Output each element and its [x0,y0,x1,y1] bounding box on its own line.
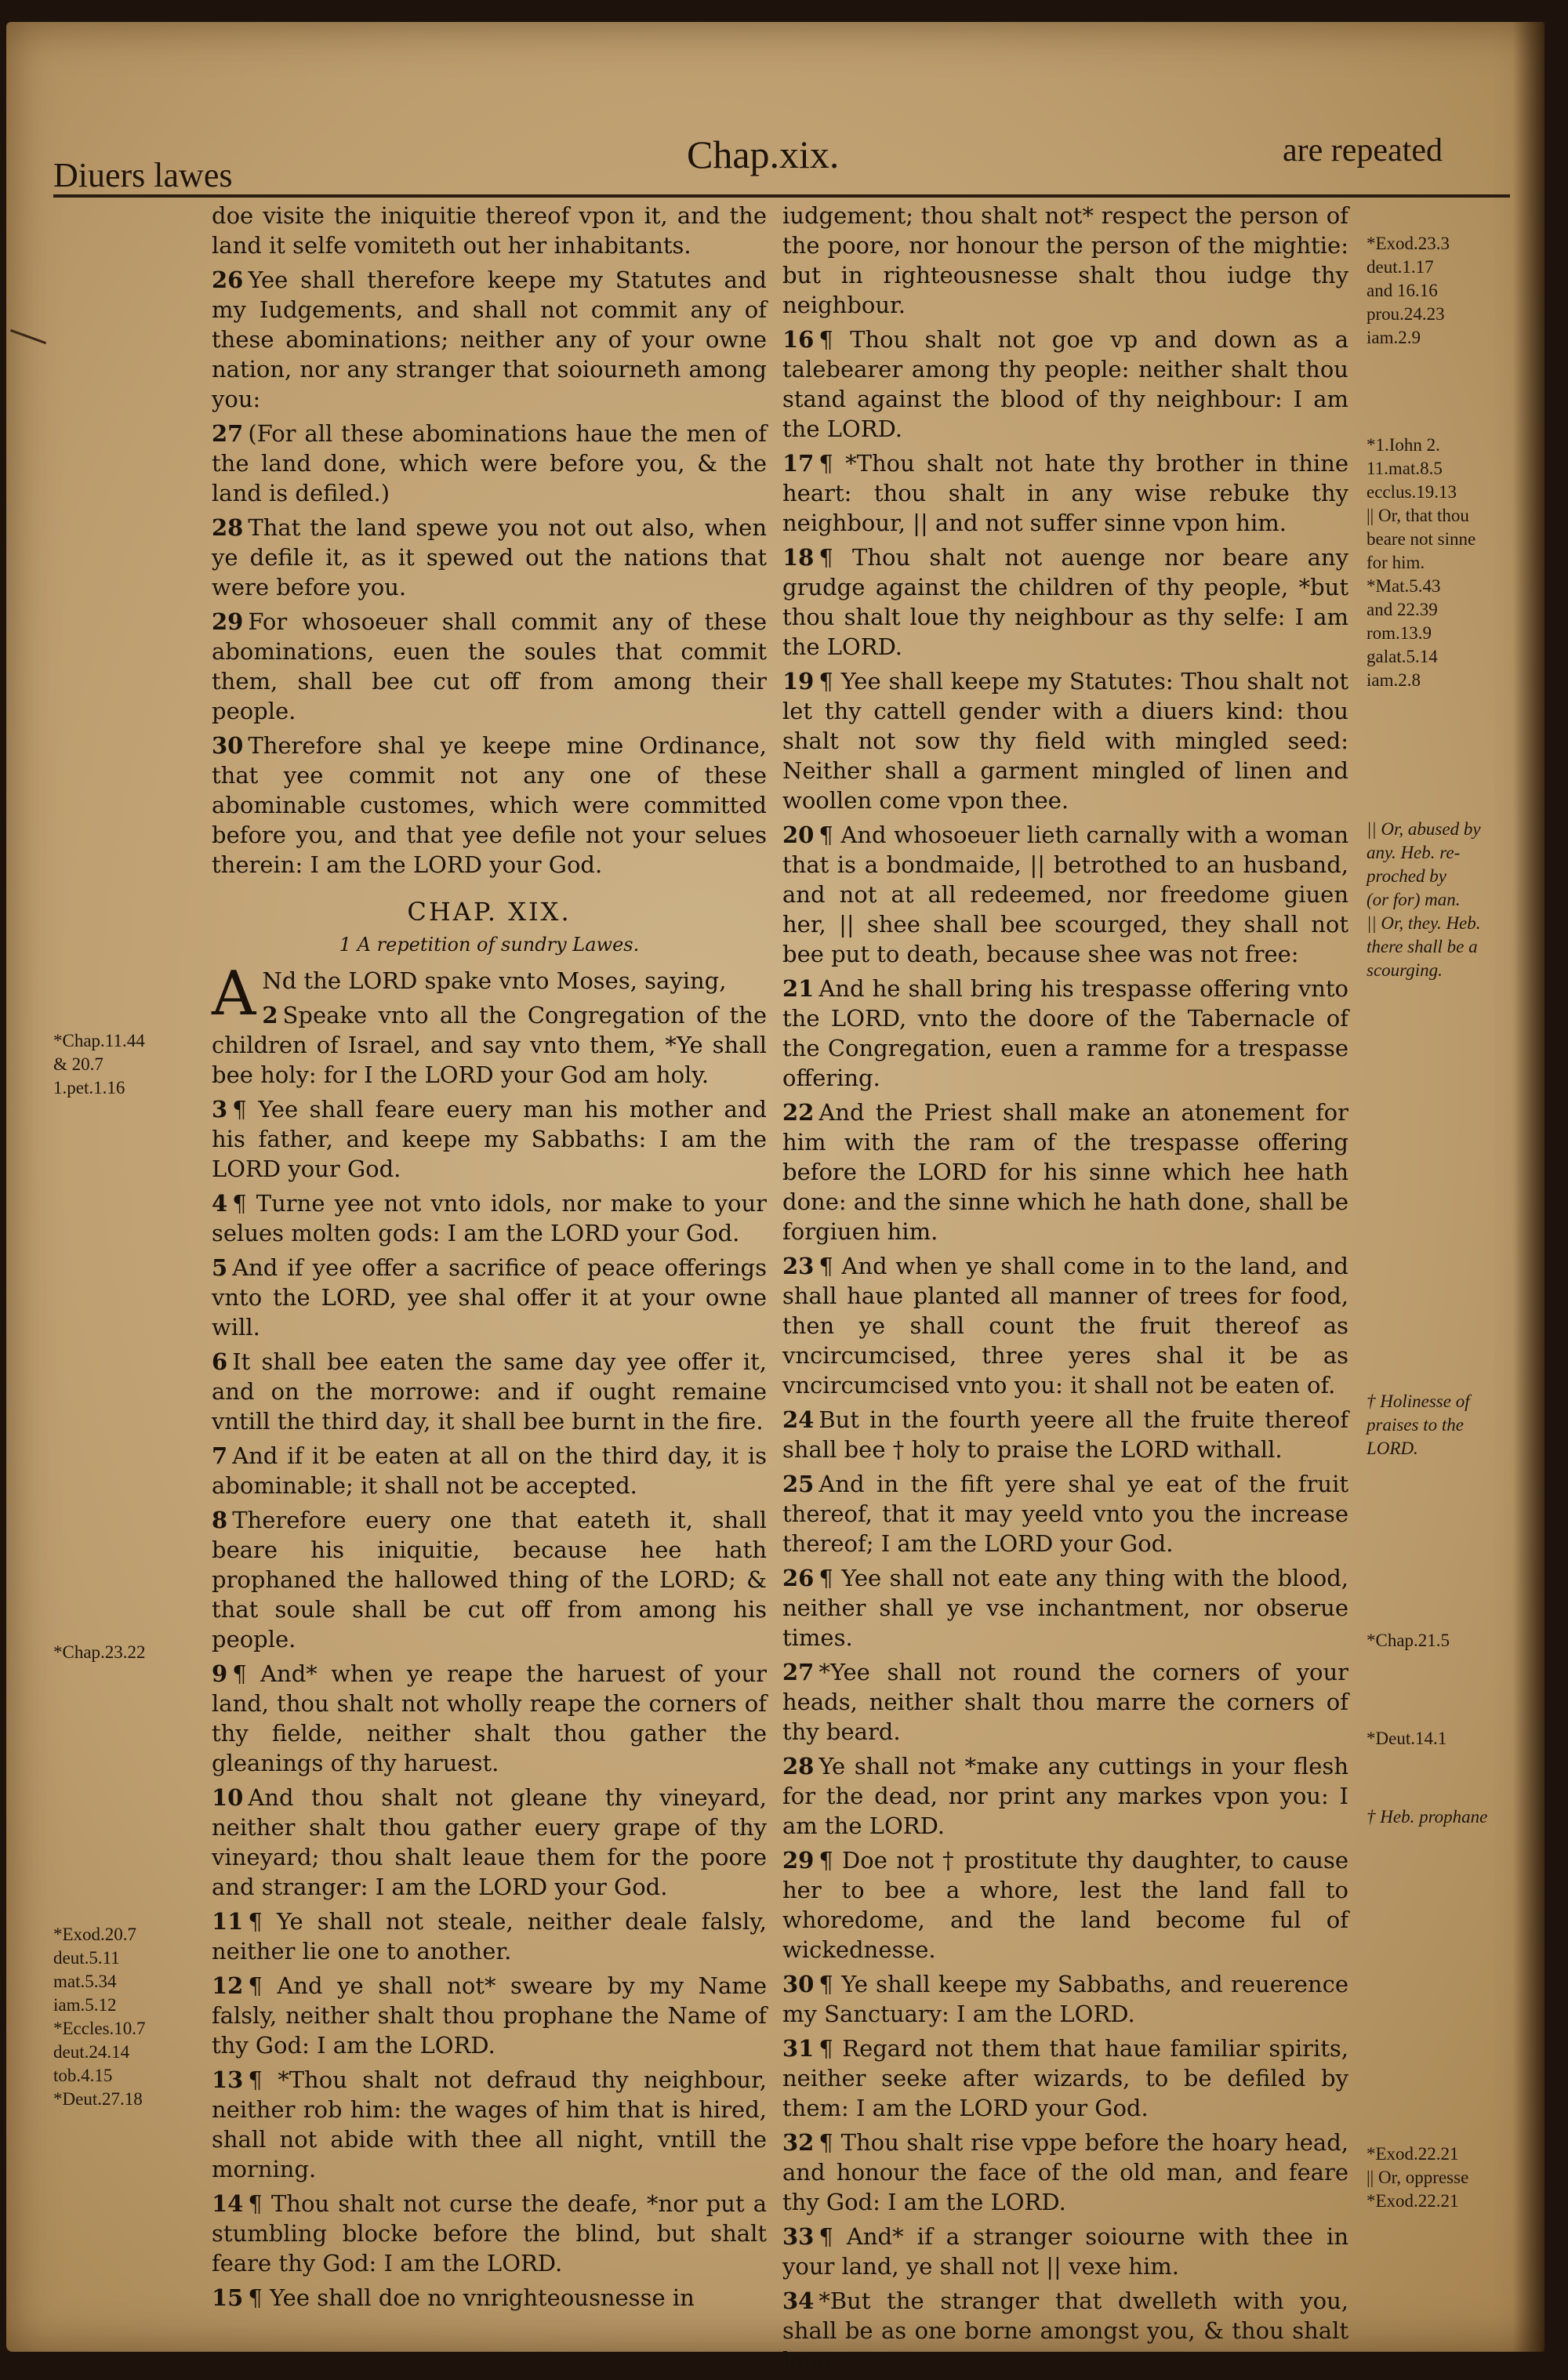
verse-text: ¶ Thou shalt rise vppe before the hoary head, and honour the face of the old man, and feare thy God: I am the LORD. [782,2129,1348,2215]
verse-number: 28 [782,1753,815,1780]
verse [782,2286,1348,2375]
chapter-summary: 1 A repetition of sundry Lawes. [339,934,640,956]
verse [782,1251,1348,1400]
verse-1-text: Nd the LORD spake vnto Moses, saying, [262,967,727,994]
margin-note: *Exod.22.21 || Or, oppresse *Exod.22.21 [1367,2144,1469,2211]
verse-number: 22 [782,1099,815,1126]
verse-text: It shall bee eaten the same day yee offer it, and on the morrowe: and if ought remaine vntill the third day, it shall bee burnt in the fire. [212,1348,767,1435]
verse-number: 17 [782,450,815,477]
verse-number: 21 [782,975,815,1002]
verse-text: (For all these abominations haue the men of the land done, which were before you, & the land is defiled.) [212,420,767,506]
verse [212,1783,767,1902]
verse [212,1505,767,1654]
verse-number: 6 [212,1348,228,1375]
verse [212,2283,767,2313]
margin-note: *Exod.20.7 deut.5.11 mat.5.34 iam.5.12 *Eccles.10.7 deut.24.14 tob.4.15 *Deut.27.18 [53,1925,146,2109]
verses-list [782,201,1348,2375]
verse-text: ¶ *Thou shalt not defraud thy neighbour, neither rob him: the wages of him that is hired, shall not abide with thee all night, vntill the morning. [212,2066,767,2182]
verse-text: Therefore shal ye keepe mine Ordinance, that yee commit not any one of these abominable customes, which were committed before you, and that yee defile not your selues therein: I am the LORD your God. [212,732,767,878]
drop-cap: A [212,959,256,1029]
verse-number: 24 [782,1406,815,1433]
verse-number: 8 [212,1507,228,1533]
verse [782,2128,1348,2217]
verse-text: But in the fourth yeere all the fruite thereof shall bee † holy to praise the LORD withall. [782,1406,1348,1463]
left-column [212,201,767,2317]
verse-number: 15 [212,2284,244,2311]
verse [212,1253,767,1342]
verse [212,419,767,508]
verse-number: 11 [212,1908,244,1935]
verse-text: And if it be eaten at all on the third day, it is abominable; it shall not be accepted. [212,1442,767,1499]
margin-note: || Or, abused by any. Heb. re- proched by (or for) man. || Or, they. Heb. there shall be a scourging. [1367,819,1481,980]
verse [782,666,1348,815]
verse-text: Speake vnto all the Congregation of the children of Israel, and say vnto them, *Ye shall bee holy: for I the LORD your God am holy. [212,1002,767,1088]
right-column [782,201,1348,2380]
verse-text: ¶ Ye shall not steale, neither deale falsly, neither lie one to another. [212,1908,767,1965]
verse-text: Ye shall not *make any cuttings in your flesh for the dead, nor print any markes vpon you: I am the LORD. [782,1753,1348,1839]
verse [782,325,1348,444]
verse [212,513,767,602]
margin-note: † Heb. prophane [1367,1807,1488,1827]
margin-note: *Chap.21.5 [1367,1631,1450,1650]
verse-text: *Yee shall not round the corners of your heads, neither shalt thou marre the corners of thy beard. [782,1659,1348,1745]
verse-text: ¶ Thou shalt not curse the deafe, *nor put a stumbling blocke before the blind, but shalt feare thy God: I am the LORD. [212,2190,767,2277]
verse [782,1845,1348,1965]
verse-text: ¶ *Thou shalt not hate thy brother in thine heart: thou shalt in any wise rebuke thy neighbour, || and not suffer sinne vpon him. [782,450,1348,536]
verse-number: 14 [212,2190,244,2217]
verse-text: And the Priest shall make an atonement for him with the ram of the trespasse offering before the LORD for his sinne which hee hath done: and the sinne which he hath done, shall be forgiuen him. [782,1099,1348,1245]
verse-text: And he shall bring his trespasse offering vnto the LORD, vnto the doore of the Tabernacle of the Congregation, euen a ramme for a trespasse offering. [782,975,1348,1091]
verse-number: 20 [782,822,815,848]
verse-text: ¶ Doe not † prostitute thy daughter, to cause her to bee a whore, lest the land fall to whoredome, and the land become ful of wickednesse. [782,1847,1348,1963]
verse-number: 7 [212,1442,228,1469]
page-gutter [1513,22,1544,2352]
verse [212,1000,767,1090]
verse [782,201,1348,320]
verse [212,607,767,726]
verse-number: 13 [212,2066,244,2093]
verse-number: 27 [212,420,244,447]
verse-number: 26 [212,267,244,293]
verse-text: Yee shall therefore keepe my Statutes and my Iudgements, and shall not commit any of these abominations; neither any of your owne nation, nor any stranger that soiourneth among you: [212,267,767,412]
verse-number: 12 [212,1972,244,1999]
verse-text: *But the stranger that dwelleth with you, shall be as one borne amongst you, & thou shalt loue [782,2287,1348,2374]
margin-note: *Deut.14.1 [1367,1729,1447,1748]
verse-text: ¶ Yee shall feare euery man his mother and his father, and keepe my Sabbaths: I am the LORD your God. [212,1096,767,1182]
verse [212,265,767,414]
verse [782,2222,1348,2281]
margin-note: *Chap.11.44 & 20.7 1.pet.1.16 [53,1031,145,1097]
verse [782,1405,1348,1464]
verse-text: And in the fift yere shal ye eat of the fruit thereof, that it may yeeld vnto you the increase thereof; I am the LORD your God. [782,1471,1348,1557]
margin-note: *Exod.23.3 deut.1.17 and 16.16 prou.24.23 iam.2.9 [1367,234,1450,347]
verse-number: 29 [212,608,244,635]
opening-paragraph: doe visite the iniquitie thereof vpon it, and the land it selfe vomiteth out her inhabitants. [212,202,767,259]
verse-number: 9 [212,1660,228,1687]
verse [782,1969,1348,2029]
verse-text: ¶ And* when ye reape the haruest of your land, thou shalt not wholly reape the corners of thy fielde, neither shalt thou gather the gleanings of thy haruest. [212,1660,767,1776]
margin-note: *Chap.23.22 [53,1642,146,1662]
verse [212,731,767,880]
verse-text: That the land spewe you not out also, when ye defile it, as it spewed out the nations that were before you. [212,514,767,600]
verse-text: Therefore euery one that eateth it, shall beare his iniquitie, because hee hath prophaned the hallowed thing of the LORD; & that soule shall be cut off from among his people. [212,1507,767,1653]
verse [212,1907,767,1966]
verses-list [212,1000,767,2313]
verse-number: 18 [782,544,815,571]
chapter-heading: CHAP. XIX. [407,897,572,927]
book-page [6,22,1544,2374]
margin-note: *1.Iohn 2. 11.mat.8.5 ecclus.19.13 || Or, that thou beare not sinne for him. *Mat.5.43 and 22.39 rom.13.9 galat.5.14 iam.2.8 [1367,435,1476,690]
verse-number: 5 [212,1254,228,1281]
verse [782,1563,1348,1653]
verse [782,974,1348,1093]
header-rule [53,194,1510,198]
verse-text: And if yee offer a sacrifice of peace offerings vnto the LORD, yee shal offer it at your owne will. [212,1254,767,1341]
verse-number: 31 [782,2035,815,2062]
verse [212,1971,767,2060]
verse-number: 16 [782,326,815,353]
verse-1 [212,959,767,1029]
verses-before [212,265,767,880]
verse-number: 33 [782,2223,815,2250]
verse-text: ¶ Thou shalt not goe vp and down as a talebearer among thy people: neither shalt thou stand against the blood of thy neighbour: I am the LORD. [782,326,1348,442]
verse-number: 26 [782,1565,815,1591]
verse-number: 2 [262,1002,278,1029]
verse [782,1751,1348,1841]
verse-text: ¶ And whosoeuer lieth carnally with a woman that is a bondmaide, || betrothed to an husband, and not at all redeemed, nor freedome giuen her, || shee shall bee scourged, they shall not bee put to death, because shee was not free: [782,822,1348,967]
verse [212,1094,767,1184]
verse-number: 28 [212,514,244,541]
verse [782,2034,1348,2123]
verse-number: 3 [212,1096,228,1123]
verse-text: ¶ Yee shall not eate any thing with the blood, neither shall ye vse inchantment, nor obserue times. [782,1565,1348,1651]
verse-number: 4 [212,1190,228,1217]
verse-text: ¶ Ye shall keepe my Sabbaths, and reuerence my Sanctuary: I am the LORD. [782,1971,1348,2027]
verse [212,2065,767,2184]
margin-note: † Holinesse of praises to the LORD. [1367,1391,1470,1458]
verse-text: For whosoeuer shall commit any of these abominations, euen the soules that commit them, shall bee cut off from among their people. [212,608,767,724]
verse [212,1441,767,1500]
header-left: Diuers lawes [53,156,233,194]
verse-text: ¶ Regard not them that haue familiar spirits, neither seeke after wizards, to be defiled by them: I am the LORD your God. [782,2035,1348,2121]
verse-text: ¶ Yee shall doe no vnrighteousnesse in [248,2284,695,2311]
verse [782,1097,1348,1246]
verse-text: And thou shalt not gleane thy vineyard, neither shalt thou gather euery grape of thy vineyard; thou shalt leaue them for the poore and stranger: I am the LORD your God. [212,1784,767,1900]
header-chapter: Chap.xix. [687,132,840,176]
header-right: are repeated [1283,132,1443,169]
verse-text: ¶ And* if a stranger soiourne with thee in your land, ye shall not || vexe him. [782,2223,1348,2280]
verse [212,1659,767,1778]
verse-number: 25 [782,1471,815,1497]
verse-text: ¶ And when ye shall come in to the land, and shall haue planted all manner of trees for food, then ye shall count the fruit thereof as vncircumcised, three yeres shal it be as vncircumcised vnto you: it shall not be eaten of. [782,1253,1348,1399]
verse-number: 34 [782,2287,815,2314]
verse-number: 30 [212,732,244,759]
verse-text: ¶ Turne yee not vnto idols, nor make to your selues molten gods: I am the LORD your God. [212,1190,767,1246]
ink-mark [10,329,46,344]
verse [782,1469,1348,1558]
running-header [6,22,1544,194]
verse [212,1188,767,1248]
verse-number: 32 [782,2129,815,2156]
verse [782,542,1348,662]
verse-number: 27 [782,1659,815,1685]
verse [212,2189,767,2278]
verse-text: ¶ Thou shalt not auenge nor beare any grudge against the children of thy people, *but thou shalt loue thy neighbour as thy selfe: I am the LORD. [782,544,1348,660]
verse-number: 29 [782,1847,815,1874]
verse-number: 10 [212,1784,244,1811]
verse-text: ¶ Yee shall keepe my Statutes: Thou shalt not let thy cattell gender with a diuers kind: thou shalt not sow thy field with mingled seed: Neither shall a garment mingled of linen and woollen come vpon thee. [782,668,1348,814]
verse-number: 30 [782,1971,815,1997]
verse-text: ¶ And ye shall not* sweare by my Name falsly, neither shalt thou prophane the Name of thy God: I am the LORD. [212,1972,767,2059]
verse [212,1347,767,1436]
verse [782,448,1348,538]
verse-text: iudgement; thou shalt not* respect the person of the poore, nor honour the person of the mightie: but in righteousnesse shalt thou iudge thy neighbour. [782,202,1348,318]
verse-number: 19 [782,668,815,695]
verse [782,1657,1348,1747]
verse-number: 23 [782,1253,815,1279]
verse [782,820,1348,969]
